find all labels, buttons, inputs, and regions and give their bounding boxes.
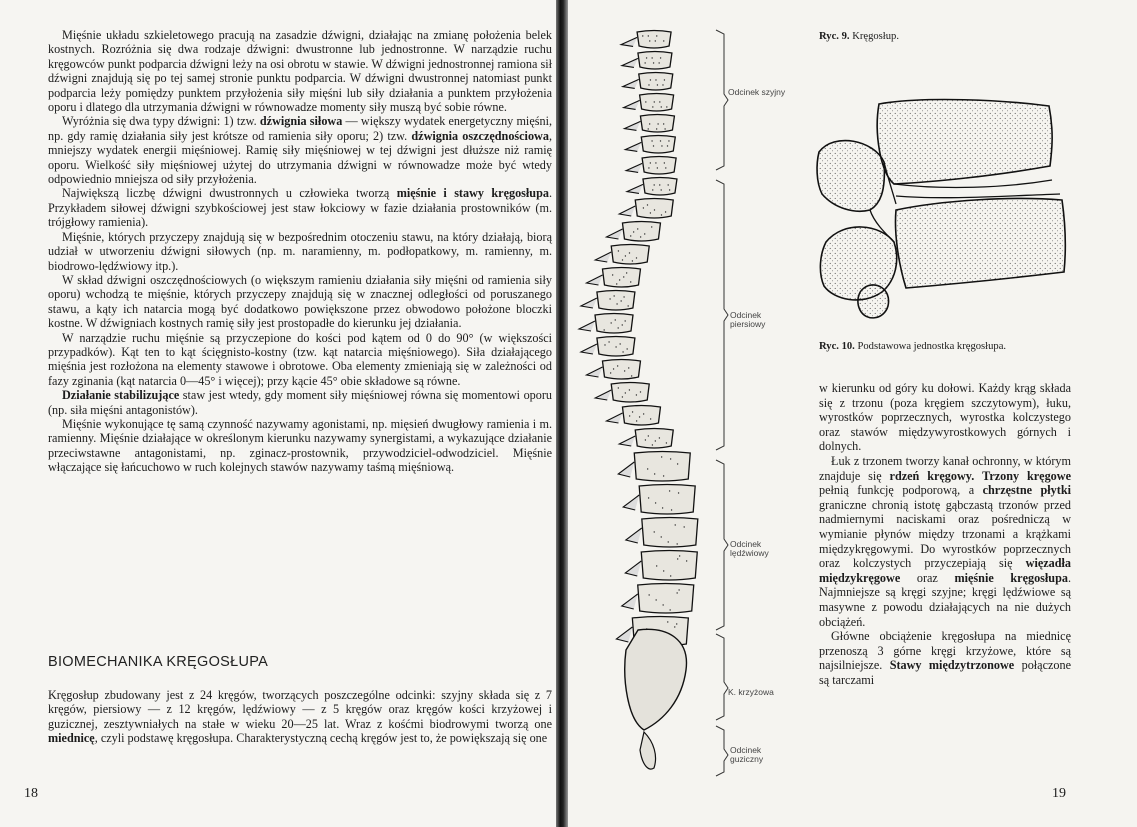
paragraph [48, 114, 552, 186]
bold-term: dźwignia oszczędnościowa [411, 128, 549, 143]
text-run: Mięśnie, których przyczepy znajdują się w bezpośrednim otoczeniu stawu, na który działają, biorą udział w utworzeniu dźwigni siłowych (np. m. naramienny, m. podłopatkowy, m. ramienny, m. biodrowo-lędźwiowy itp.). [48, 229, 552, 273]
text-run: W skład dźwigni oszczędnościowych (o większym ramieniu działania siły mięśni od ramienia siły oporu) wchodzą te mięśnie, których przyczepy znajdują się w znacznej odległości od poruszanego stawu, a kąty ich natarcia mogą być dodatkowo powiększone przez obwodowo położone bloczki kostne. W dźwigniach kostnych ramię siły jest prostopadłe do kierunku jej działania. [48, 272, 552, 331]
text-run: Główne obciążenie kręgosłupa na miednicę przenoszą 3 górne kręgi krzyżowe, które są najsilniejsze. [819, 629, 1071, 673]
vertebra [638, 584, 694, 614]
vertebra [602, 268, 640, 288]
section-bracket [716, 726, 728, 776]
text-run: Łuk z trzonem tworzy kanał ochronny, w którym znajduje się [819, 453, 1071, 483]
spinous-process [586, 367, 602, 377]
text-run: Największą liczbę dźwigni dwustronnych u człowieka tworzą [62, 186, 397, 201]
paragraph [819, 629, 1071, 687]
caption-fig9-number: Ryc. 9. [819, 31, 850, 42]
left-page [0, 0, 556, 827]
page-number-left: 18 [24, 786, 38, 801]
spinous-process [616, 627, 632, 642]
text-run: , czyli podstawę kręgosłupa. Charakterystyczną cechą kręgów jest to, że powiększają się one [94, 731, 548, 746]
book-gutter [556, 0, 568, 827]
spinous-process [619, 206, 635, 216]
paragraph [48, 186, 552, 229]
paragraph [48, 417, 552, 475]
bold-term: rdzeń kręgowy. [889, 468, 975, 483]
vertebra [641, 551, 697, 581]
text-run: połączone są tarczami [819, 658, 1071, 687]
bold-term: mięśnie i stawy kręgosłupa [396, 186, 549, 201]
vertebra [642, 518, 698, 548]
spinous-process [624, 100, 640, 109]
text-run: Kręgosłup zbudowany jest z 24 kręgów, tworzących poszczególne odcinki: szyjny składa się z 7 kręgów, piersiowy — z 12 kręgów, lędźwiowy — z 5 kręgów oraz kręgów kości krzyżowej i guzicznej, zesztywniałych na stałe w wieku 20—25 lat. Wraz z kośćmi biodrowymi tworzą one [48, 688, 552, 731]
spinous-process [586, 275, 602, 285]
section-bracket [716, 180, 728, 450]
vertebra [595, 314, 633, 334]
caption-fig10 [819, 341, 1006, 352]
label-cervical: Odcinek szyjny [728, 87, 786, 97]
right-body-text [819, 381, 1071, 687]
sacrum [625, 629, 687, 730]
coccyx [640, 732, 656, 769]
text-run: Wyróżnia się dwa typy dźwigni: 1) tzw. [62, 114, 260, 129]
vertebra [641, 136, 675, 154]
caption-fig10-text: Podstawowa jednostka kręgosłupa. [857, 341, 1007, 352]
vertebra [635, 429, 673, 449]
text-run: . Przykładem siłowej dźwigni szybkościowej jest staw łokciowy w fazie działania prostowników (m. trójgłowy ramienia). [48, 186, 552, 230]
vertebra [611, 245, 649, 265]
vertebra [597, 291, 635, 311]
bold-term: chrzęstne płytki [982, 483, 1071, 498]
text-run: w kierunku od góry ku dołowi. Każdy krąg składa się z trzonu (poza kręgiem szczytowym), łuku, wyrostków poprzecznych, wyrostka kolczystego oraz stawów międzywyrostkowych górnych i dolnych. [819, 381, 1071, 454]
page-number-right: 19 [1052, 786, 1066, 801]
spinous-process [623, 79, 639, 88]
vertebra [639, 73, 673, 91]
paragraph [48, 230, 552, 273]
bold-term: miednicę [48, 731, 95, 746]
spinous-process [606, 413, 622, 423]
text-run: staw jest wtedy, gdy moment siły mięśniowej równa się momentowi oporu (np. siła mięśni antagonistów). [48, 388, 553, 417]
vertebra [642, 157, 676, 175]
caption-fig10-number: Ryc. 10. [819, 341, 855, 352]
spinous-process [595, 252, 611, 262]
vertebra [622, 406, 660, 426]
paragraph [48, 273, 552, 331]
right-page [568, 0, 1137, 827]
spinous-process [579, 321, 595, 331]
bold-term: mięśnie kręgosłupa [954, 570, 1068, 585]
spinous-process [624, 121, 640, 130]
spinous-process [625, 142, 641, 151]
label-coccygeal: Odcinek guziczny [730, 745, 764, 764]
label-lumbar: Odcinek lędźwiowy [730, 539, 769, 558]
vertebra [635, 199, 673, 219]
text-run: . Najmniejsze są kręgi szyjne; kręgi lędźwiowe są masywne z powodu działających na nie dużych obciążeń. [819, 570, 1071, 629]
spinous-process [627, 184, 643, 193]
spinous-process [622, 594, 638, 609]
paragraph [48, 28, 552, 114]
paragraph [819, 381, 1071, 454]
spinous-process [626, 528, 642, 543]
section-bracket [716, 634, 728, 720]
paragraph [819, 454, 1071, 629]
bold-term: dźwignia siłowa [259, 114, 343, 129]
vertebra [597, 337, 635, 357]
caption-fig9-text: Kręgosłup. [852, 31, 899, 42]
text-run [974, 469, 982, 483]
spinous-process [619, 436, 635, 446]
spinous-process [621, 37, 637, 46]
text-run: pełnią funkcję podporową, a [819, 483, 983, 498]
spinous-process [623, 495, 639, 510]
paragraph [48, 331, 552, 389]
vertebra [638, 52, 672, 70]
left-body-text-2 [48, 688, 552, 746]
spinous-process [581, 344, 597, 354]
vertebra-unit-illustration [814, 92, 1074, 322]
left-body-text [48, 28, 552, 475]
spinous-process [622, 58, 638, 67]
vertebra [643, 178, 677, 196]
spinous-process [595, 390, 611, 400]
vertebra [637, 31, 671, 49]
spinous-process [626, 163, 642, 172]
label-thoracic: Odcinek piersiowy [730, 310, 766, 329]
text-run: — większy wydatek energetyczny mięśni, np. gdy ramię działania siły jest krótsze od ramienia siły oporu; 2) tzw. [48, 114, 553, 143]
bold-term: więzadła międzykręgowe [819, 556, 1071, 585]
bold-term: Działanie stabilizujące [62, 388, 180, 403]
bold-term: Trzony kręgowe [982, 468, 1071, 483]
spinous-process [581, 298, 597, 308]
vertebra [611, 383, 649, 403]
spinous-process [606, 229, 622, 239]
vertebra [602, 360, 640, 380]
section-bracket [716, 30, 728, 170]
text-run: oraz [900, 570, 955, 585]
section-heading: BIOMECHANIKA KRĘGOSŁUPA [48, 654, 269, 670]
caption-fig9 [819, 31, 899, 42]
text-run: W narządzie ruchu mięśnie są przyczepione do kości pod kątem od 0 do 90° (w większości przypadków). Kąt ten to kąt ścięgnisto-kostny (tzw. kąt natarcia mięśniowego). Siła działającego mięśnia jest rozłożona na elementy stawowe i obrotowe. Oba elementy zmieniają się w zależności od fazy zginania (kąt natarcia 0—45° i więcej); przy kącie 45° obie składowe są równe. [48, 330, 552, 388]
spinous-process [625, 561, 641, 576]
text-run: Mięśnie wykonujące tę samą czynność nazywamy agonistami, np. mięsień dwugłowy ramienia i m. ramienny. Mięśnie działające w określonym kierunku nazywamy synergistami, a wykazujące działanie przeciwstawne antagonistami, np. zginacz-prostownik, przywodziciel-odwodziciel. Mięśnie włączające się łańcuchowo w ruch kolejnych stawów nazywamy taśmą mięśniową. [48, 416, 552, 475]
spine-illustration [568, 20, 798, 780]
paragraph [48, 688, 552, 746]
text-run: graniczne chronią istotę gąbczastą trzonów przed nadmiernymi naciskami oraz pośredniczą w wymianie płynów między trzonami a krążkami międzykręgowymi. Do wyrostków poprzecznych oraz kolczystych przyczepiają się [819, 497, 1071, 571]
spinous-process [618, 462, 634, 477]
vertebra [634, 452, 690, 482]
vertebra [622, 222, 660, 242]
vertebra [640, 94, 674, 112]
vertebra [640, 115, 674, 133]
text-run: Mięśnie układu szkieletowego pracują na zasadzie dźwigni, działając na zmianę położenia belek kostnych. Rozróżnia się dwa rodzaje dźwigni: dwustronne lub jednostronne. W narządzie ruchu kręgowców punkt podparcia dźwigni leży na osi obrotu w stawie. W dźwigni jednostronnej ramiona sił dźwigni znajdują się po tej samej stronie punktu podparcia. W dźwigni dwustronnej natomiast punkt podparcia leży pomiędzy punktem przyłożenia siły mięśni lub siły działania a punktem przyłożenia oporu i dlatego dla utrzymania dźwigni w równowadze momenty siły muszą być sobie równe. [48, 28, 552, 115]
paragraph [48, 388, 552, 417]
text-run: , mniejszy wydatek energii mięśniowej. Ramię siły mięśniowej w tej dźwigni jest dłuższe niż ramię oporu. Wielkość siły mięśniowej użytej do utrzymania dźwigni w równowadze może być wtedy odpowiednio mniejsza od siły przyłożenia. [48, 128, 552, 187]
section-bracket [716, 460, 728, 630]
label-sacral: K. krzyżowa [728, 687, 774, 697]
bold-term: Stawy międzytrzonowe [889, 658, 1015, 673]
vertebra [639, 485, 695, 515]
